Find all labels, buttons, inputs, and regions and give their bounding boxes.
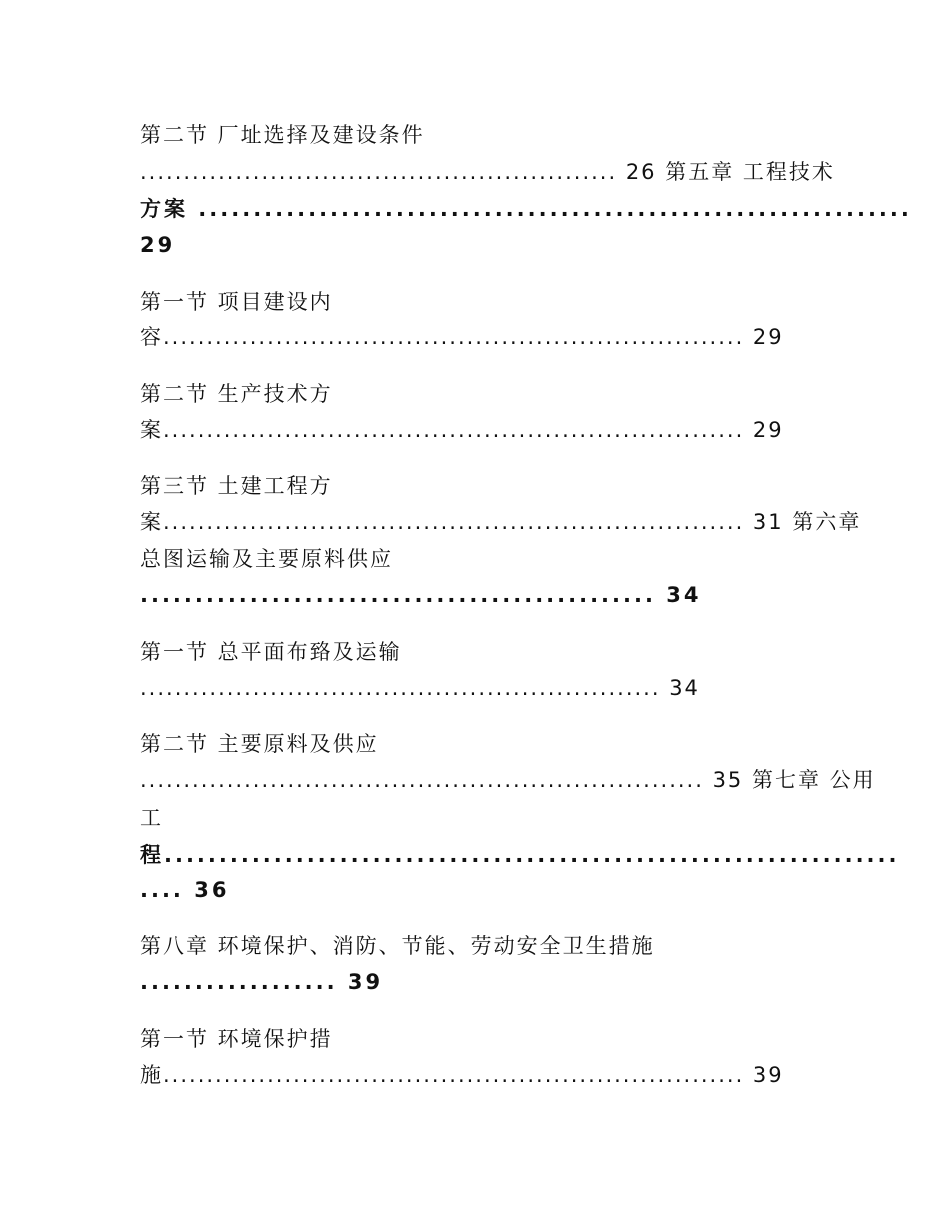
toc-chapter-7-title-part: 工	[140, 806, 163, 830]
toc-leader-page-35-chapter-7: ................................................................. 35 第七章 公用	[140, 768, 876, 792]
toc-leader-page-39: 施................................................................... 39	[140, 1063, 784, 1087]
toc-chapter-8-title: 第八章 环境保护、消防、节能、劳动安全卫生措施	[140, 934, 655, 958]
toc-chapter-7-page: .... 36	[140, 878, 230, 902]
toc-leader-page-29-b: 案................................................................... 29	[140, 418, 784, 442]
toc-leader-page-29-a: 容................................................................... 29	[140, 325, 784, 349]
toc-section-construction-content: 第一节 项目建设内	[140, 290, 333, 314]
toc-section-raw-materials: 第二节 主要原料及供应	[140, 732, 379, 756]
toc-chapter-6-page: ............................................... 34	[140, 583, 702, 607]
toc-chapter-5-page: 29	[140, 233, 176, 257]
toc-chapter-6-title: 总图运输及主要原料供应	[140, 547, 393, 571]
toc-leader-page-26-chapter-5: ....................................................... 26 第五章 工程技术	[140, 160, 835, 184]
toc-chapter-5-title: 方案 .................................................................	[140, 197, 912, 221]
toc-section-environmental-measures: 第一节 环境保护措	[140, 1027, 333, 1051]
toc-section-site-selection: 第二节 厂址选择及建设条件	[140, 123, 425, 147]
toc-chapter-8-page: .................. 39	[140, 970, 384, 994]
toc-section-production-tech: 第二节 生产技术方	[140, 382, 333, 406]
toc-chapter-7-leader: 程...................................................................	[140, 843, 900, 867]
toc-leader-page-34: ............................................................ 34	[140, 676, 700, 700]
toc-leader-page-31-chapter-6: 案................................................................... 31 第六章	[140, 510, 862, 534]
toc-section-general-layout: 第一节 总平面布臵及运输	[140, 640, 402, 664]
toc-section-civil-engineering: 第三节 土建工程方	[140, 474, 333, 498]
